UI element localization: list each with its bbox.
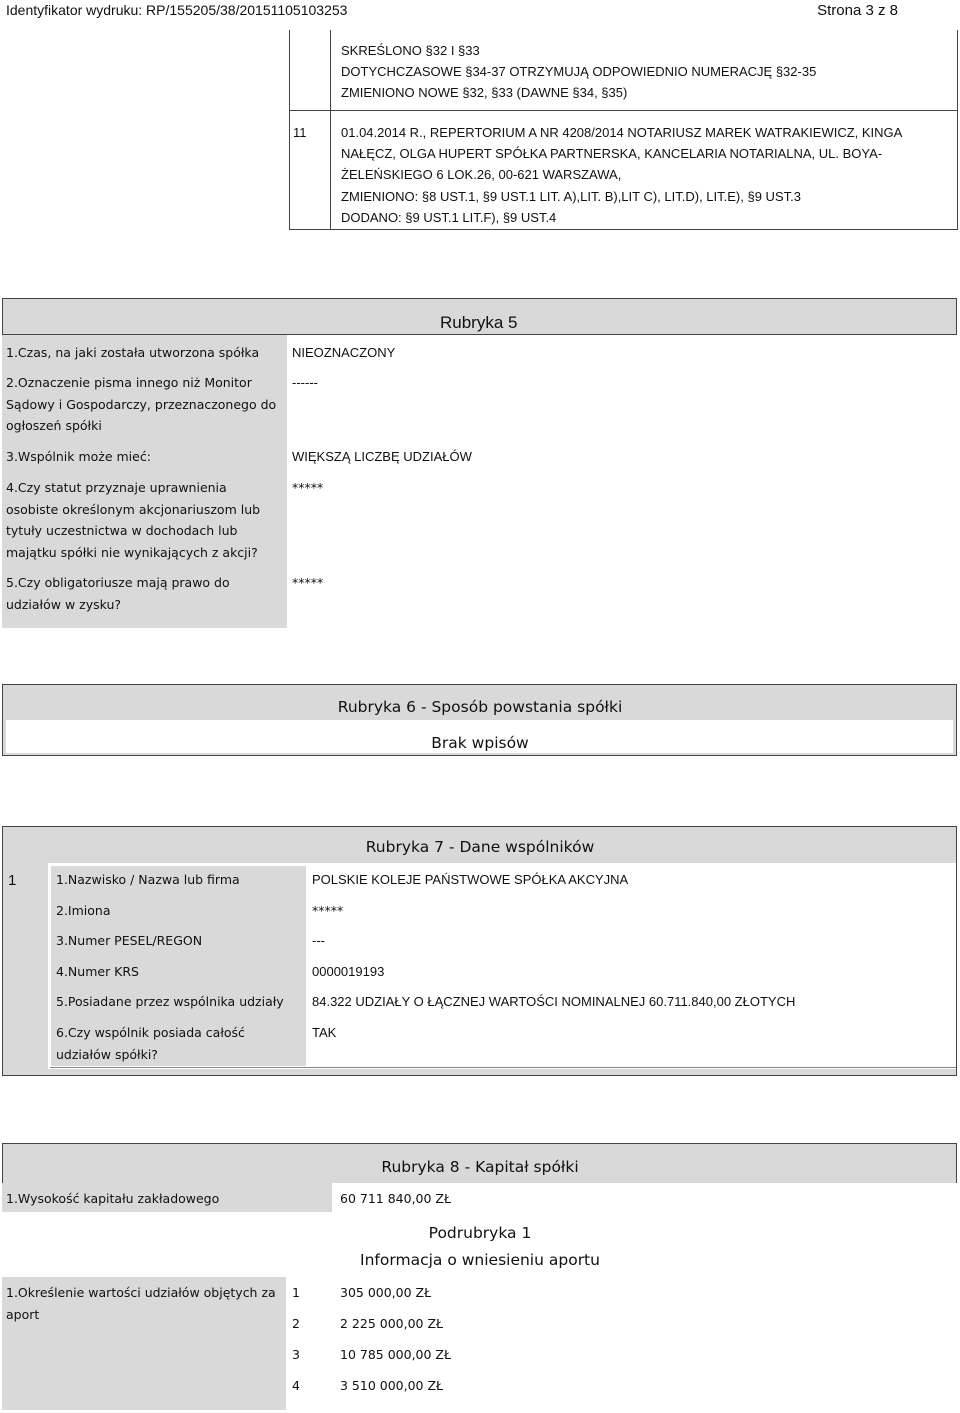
rubryka7-value: 0000019193 — [312, 964, 385, 979]
aport-index: 1 — [292, 1285, 300, 1300]
rubryka5-value: ***** — [292, 480, 324, 495]
rubryka5-value: ------ — [292, 375, 318, 390]
rubryka5-label: 1.Czas, na jaki została utworzona spółka — [6, 345, 260, 360]
entry-line: NAŁĘCZ, OLGA HUPERT SPÓŁKA PARTNERSKA, KANCELARIA NOTARIALNA, UL. BOYA- — [341, 146, 883, 161]
rubryka5-label: 5.Czy obligatoriusze mają prawo do udziałów w zysku? — [6, 575, 230, 612]
entry-cont-line: ZMIENIONO NOWE §32, §33 (DAWNE §34, §35) — [341, 85, 628, 100]
entry-line: ZMIENIONO: §8 UST.1, §9 UST.1 LIT. A),LIT. B),LIT C), LIT.D), LIT.E), §9 UST.3 — [341, 189, 801, 204]
rubryka5-label: 2.Oznaczenie pisma innego niż Monitor Sądowy i Gospodarczy, przeznaczonego do ogłoszeń spółki — [6, 375, 277, 433]
aport-index: 2 — [292, 1316, 300, 1331]
rubryka7-label: 4.Numer KRS — [56, 964, 139, 979]
rubryka7-value: ***** — [312, 903, 344, 918]
rubryka6-status: Brak wpisów — [431, 734, 529, 752]
capital-label: 1.Wysokość kapitału zakładowego — [6, 1191, 220, 1206]
rubryka7-value: TAK — [312, 1025, 337, 1040]
rubryka7-inner-bottom — [50, 1067, 956, 1068]
rubryka5-title: Rubryka 5 — [440, 313, 518, 332]
aport-index: 3 — [292, 1347, 300, 1362]
page-number: Strona 3 z 8 — [817, 2, 898, 19]
rubryka6-title: Rubryka 6 - Sposób powstania spółki — [337, 698, 623, 716]
entry-cont-line: SKREŚLONO §32 I §33 — [341, 43, 480, 58]
rubryka7-label: 2.Imiona — [56, 903, 111, 918]
aport-label: 1.Określenie wartości udziałów objętych za aport — [6, 1285, 276, 1322]
rubryka5-value: NIEOZNACZONY — [292, 345, 396, 360]
rubryka8-title: Rubryka 8 - Kapitał spółki — [381, 1158, 579, 1176]
aport-value: 305 000,00 ZŁ — [340, 1285, 432, 1300]
capital-value: 60 711 840,00 ZŁ — [340, 1191, 452, 1206]
rubryka7-title: Rubryka 7 - Dane wspólników — [365, 838, 595, 856]
rubryka7-value: --- — [312, 933, 325, 948]
print-identifier: Identyfikator wydruku: RP/155205/38/20151105103253 — [6, 2, 348, 18]
entry-number: 11 — [293, 125, 307, 140]
entry-cont-line: DOTYCHCZASOWE §34-37 OTRZYMUJĄ ODPOWIEDNIO NUMERACJĘ §32-35 — [341, 64, 817, 79]
subsection-subtitle: Informacja o wniesieniu aportu — [360, 1251, 600, 1269]
rubryka5-label: 4.Czy statut przyznaje uprawnienia osobiste określonym akcjonariuszom lub tytuły uczestnictwa w dochodach lub majątku spółki nie wynikających z akcji? — [6, 480, 261, 560]
aport-value: 2 225 000,00 ZŁ — [340, 1316, 444, 1331]
rubryka7-label: 6.Czy wspólnik posiada całość udziałów spółki? — [56, 1025, 245, 1062]
rubryka5-label: 3.Wspólnik może mieć: — [6, 449, 151, 464]
rubryka7-value: POLSKIE KOLEJE PAŃSTWOWE SPÓŁKA AKCYJNA — [312, 872, 629, 887]
shareholder-index: 1 — [8, 872, 17, 889]
aport-value: 10 785 000,00 ZŁ — [340, 1347, 452, 1362]
aport-index: 4 — [292, 1378, 300, 1393]
aport-value: 3 510 000,00 ZŁ — [340, 1378, 444, 1393]
entries-column-divider — [330, 30, 331, 230]
entry-line: DODANO: §9 UST.1 LIT.F), §9 UST.4 — [341, 210, 557, 225]
rubryka7-value: 84.322 UDZIAŁY O ŁĄCZNEJ WARTOŚCI NOMINALNEJ 60.711.840,00 ZŁOTYCH — [312, 994, 796, 1009]
rubryka7-label: 3.Numer PESEL/REGON — [56, 933, 203, 948]
entry-line: ŻELEŃSKIEGO 6 LOK.26, 00-621 WARSZAWA, — [341, 167, 622, 182]
rubryka7-label: 1.Nazwisko / Nazwa lub firma — [56, 872, 240, 887]
entry-line: 01.04.2014 R., REPERTORIUM A NR 4208/2014 NOTARIUSZ MAREK WATRAKIEWICZ, KINGA — [341, 125, 903, 140]
rubryka7-label: 5.Posiadane przez wspólnika udziały — [56, 994, 284, 1009]
subsection-title: Podrubryka 1 — [428, 1224, 532, 1242]
rubryka5-value: ***** — [292, 575, 324, 590]
entries-row-divider — [289, 110, 958, 111]
rubryka5-value: WIĘKSZĄ LICZBĘ UDZIAŁÓW — [292, 449, 472, 464]
